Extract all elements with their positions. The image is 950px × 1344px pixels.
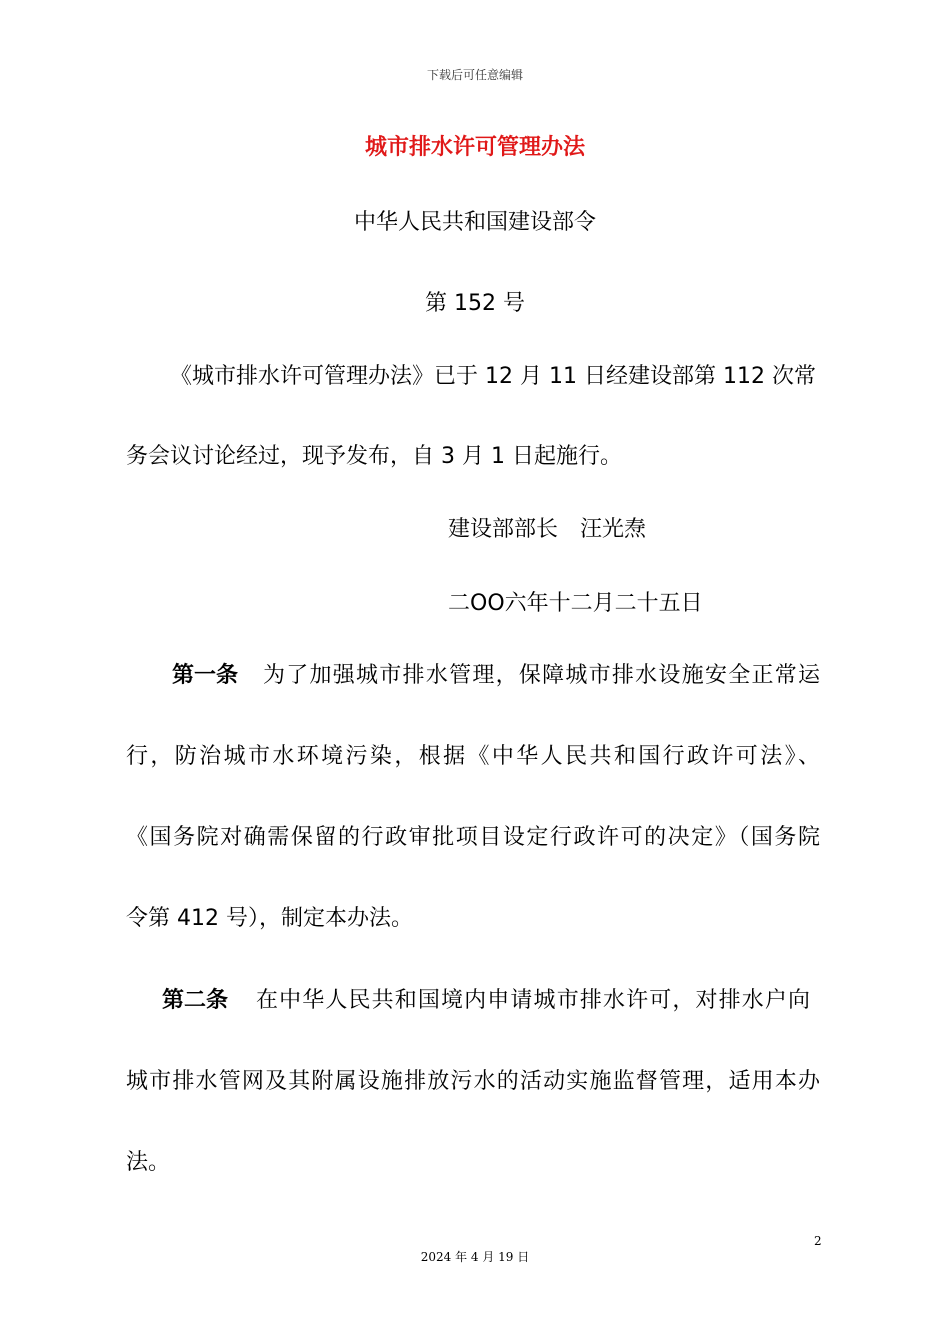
- article-1-line-4: 令第 412 号），制定本办法。: [126, 906, 413, 931]
- article-1-line-1: 为了加强城市排水管理，保障城市排水设施安全正常运: [263, 663, 820, 688]
- article-1-line-2: 行，防治城市水环境污染，根据《中华人民共和国行政许可法》、: [126, 744, 820, 769]
- article-1-line-3: 《国务院对确需保留的行政审批项目设定行政许可的决定》（国务院: [126, 825, 820, 850]
- article-2-line-3: 法。: [126, 1150, 171, 1175]
- document-title: 城市排水许可管理办法: [364, 135, 585, 160]
- decree-number: 第 152 号: [425, 291, 525, 316]
- decree-intro-line-1: 《城市排水许可管理办法》已于 12 月 11 日经建设部第 112 次常: [170, 364, 816, 389]
- footer-date: 2024 年 4 月 19 日: [420, 1250, 530, 1264]
- decree-intro-line-2: 务会议讨论经过，现予发布，自 3 月 1 日起施行。: [126, 444, 622, 469]
- header-note: 下载后可任意编辑: [426, 68, 523, 82]
- article-2-line-1: 在中华人民共和国境内申请城市排水许可，对排水户向: [256, 988, 810, 1013]
- page-number: 2: [814, 1234, 822, 1248]
- decree-signer: 建设部部长 汪光焘: [448, 517, 647, 542]
- article-1-label: 第一条: [172, 663, 239, 688]
- decree-date: 二OO六年十二月二十五日: [448, 591, 703, 616]
- article-2-label: 第二条: [162, 988, 229, 1013]
- article-2-line-2: 城市排水管网及其附属设施排放污水的活动实施监督管理，适用本办: [126, 1069, 820, 1094]
- decree-issuer: 中华人民共和国建设部令: [353, 210, 596, 235]
